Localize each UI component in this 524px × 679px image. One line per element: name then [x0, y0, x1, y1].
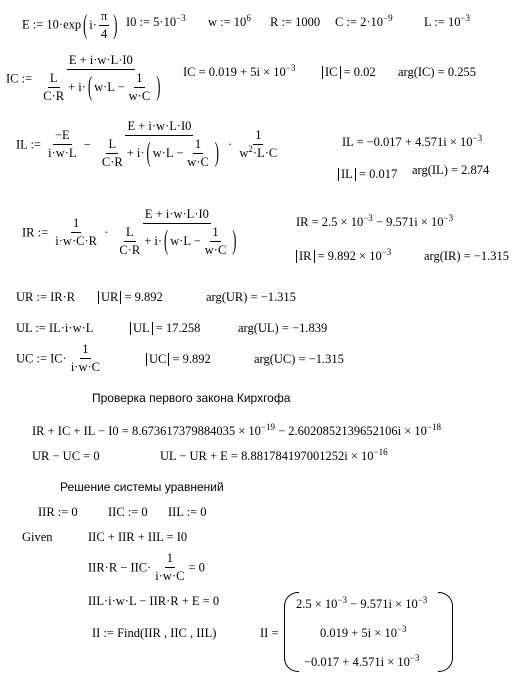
ur-arg: arg(UR) = −1.315	[206, 290, 296, 304]
system-heading: Решение системы уравнений	[60, 480, 224, 494]
ur-magnitude: UR = 9.892	[98, 291, 163, 304]
ic-definition: IC := E + i·w·L·I0 $\frac{L}{C\cdot R}$ + i· ( w·L − $\frac{1}{w\cdot C}$ )	[6, 53, 161, 104]
i0-name-underline: I0 := 5·10 ~~~~~~~~	[126, 16, 176, 29]
ic-magnitude: IC = 0.02	[322, 66, 376, 79]
def-r: R := 1000 ~~~~~~~~	[270, 16, 320, 29]
il-magnitude: IL = 0.017	[338, 168, 397, 181]
init-iir: IIR := 0	[38, 505, 78, 519]
ir-value: IR = $2.5 \times 10^{-3} - 9.571i \times 10^{-3}$	[296, 213, 454, 229]
constraint-rc: IIR·R − IIC· $\frac{1}{i\cdot w\cdot C}$ = 0	[88, 551, 205, 584]
find-call: II := Find(IIR , IIC , IIL)	[92, 626, 217, 640]
il-value: IL = $-0.017 + 4.571i \times 10^{-3}$	[342, 133, 483, 149]
kirchhoff-current-sum: IR + IC + IL − $I0 = 8.673617379884035 \times 10^{-19} - 2.6020852139652106i \times 10^{-18}$	[32, 422, 441, 438]
uc-definition: UC := IC· $\frac{1}{i\cdot w\cdot C}$	[16, 342, 100, 375]
kirchhoff-voltage-sum: UL − UR + $E = 8.881784197001252i \times 10^{-16}$	[160, 447, 388, 463]
constraint-rl: IIL·i·w·L − IIR·R + E = 0	[88, 594, 220, 608]
uc-arg: arg(UC) = −1.315	[254, 352, 344, 366]
ic-value: IC = $0.019 + 5i \times 10^{-3}$	[183, 63, 296, 79]
def-i0: I0 := 5·10 ~~~~~~~~ $^{-3}$	[126, 16, 186, 29]
def-w: w := $10^6$	[208, 13, 251, 29]
il-arg: arg(IL) = 2.874	[412, 163, 490, 177]
uc-magnitude: UC = 9.892	[146, 353, 211, 366]
result-lhs: II =	[260, 626, 279, 640]
ul-magnitude: UL = 17.258	[130, 322, 200, 335]
constraint-currents: IIC + IIR + IIL = I0	[88, 530, 188, 544]
ir-arg: arg(IR) = −1.315	[424, 249, 510, 263]
result-row: $0.019 + 5i \times 10^{-3}$	[320, 624, 407, 640]
ir-definition: IR := $\frac{1}{i\cdot w\cdot C\cdot R}$ · E + i·w·L·I0 $\frac{L}{C\cdot R}$ + i· ( w·L − $\frac{1}{w\cdot C}$ )	[22, 207, 237, 258]
result-row: $-0.017 + 4.571i \times 10^{-3}$	[304, 653, 420, 669]
def-e: E := 10·exp ( i· $\frac{\pi}{4}$ )	[22, 9, 118, 42]
ic-arg: arg(IC) = 0.255	[398, 65, 476, 79]
def-l: L := 10 ~~~~~~~~ $^{-3}$	[424, 16, 470, 29]
init-iic: IIC := 0	[108, 505, 148, 519]
ur-definition: UR := IR·R	[16, 290, 76, 304]
matrix-right-paren	[438, 592, 453, 672]
il-definition: IL := $\frac{-E}{i\cdot w\cdot L}$ − E + i·w·L·I0 $\frac{L}{C\cdot R}$ + i· ( w·L − $\frac{1}{w\cdot C}$ ) · $\frac{1}{w^2\cdot L\cdot C}$	[16, 119, 278, 170]
result-row: $2.5 \times 10^{-3} - 9.571i \times 10^{-3}$	[296, 595, 428, 611]
ul-definition: UL := IL·i·w·L	[16, 321, 94, 335]
ul-arg: arg(UL) = −1.839	[238, 321, 328, 335]
given-keyword: Given	[22, 530, 53, 544]
kirchhoff-heading: Проверка первого закона Кирхгофа	[92, 391, 291, 405]
def-c: C := 2·10 ~~~~~~~~ $^{-9}$	[335, 16, 393, 29]
kirchhoff-ur-uc: UR − UC = 0	[32, 449, 100, 463]
ir-magnitude: IR = $9.892 \times 10^{-3}$	[296, 250, 391, 263]
init-iil: IIL := 0	[168, 505, 207, 519]
